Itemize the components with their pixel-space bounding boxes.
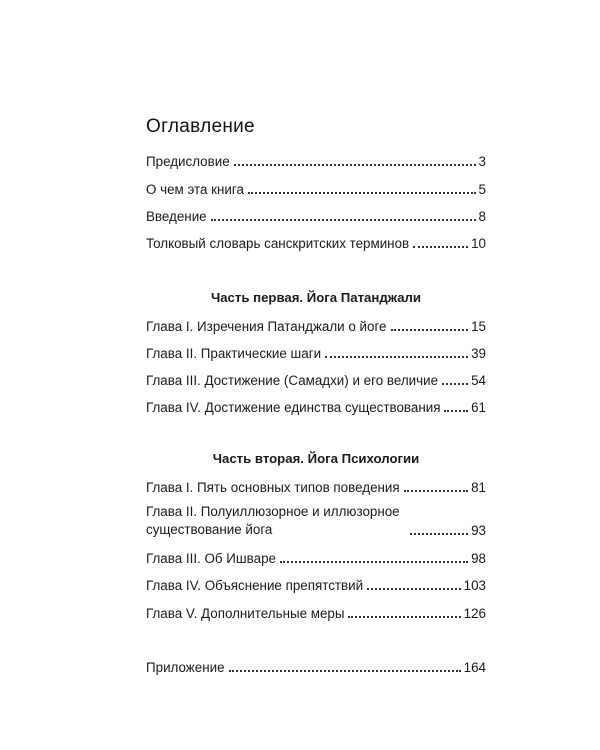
toc-entry-title: Глава III. Об Ишваре (146, 551, 276, 566)
toc-entry-page: 103 (463, 578, 486, 593)
toc-entry[interactable] (146, 577, 486, 594)
toc-entry-title: Приложение (146, 660, 225, 675)
toc-entry[interactable] (146, 550, 486, 567)
page-title: Оглавление (146, 116, 255, 137)
toc-entry[interactable] (146, 153, 486, 170)
toc-entry-page: 5 (478, 182, 486, 197)
toc-entry-title: Глава IV. Достижение единства существования (146, 400, 441, 415)
toc-entry-title: Глава I. Пять основных типов поведения (146, 480, 400, 495)
toc-entry-page: 54 (471, 373, 486, 388)
leader-dots (404, 490, 468, 492)
leader-dots (442, 383, 468, 385)
toc-entry[interactable] (146, 345, 486, 362)
toc-entry-title: Глава II. Полуиллюзорное и иллюзорное существование йога (146, 504, 400, 537)
toc-entry-page: 39 (471, 346, 486, 361)
leader-dots (325, 356, 468, 358)
toc-entry-title: Введение (146, 209, 207, 224)
toc-entry[interactable] (146, 318, 486, 335)
toc-entry-page: 98 (471, 551, 486, 566)
toc-entry[interactable] (146, 208, 486, 225)
toc-entry-title: Глава III. Достижение (Самадхи) и его величие (146, 373, 439, 388)
leader-dots (234, 164, 476, 166)
toc-entry-title: Глава I. Изречения Патанджали о йоге (146, 319, 387, 334)
toc-entry[interactable] (146, 503, 486, 539)
leader-dots (229, 670, 461, 672)
toc-entry-title: Глава IV. Объяснение препятствий (146, 578, 364, 593)
part-heading: Часть первая. Йога Патанджали (210, 290, 422, 305)
toc-entry[interactable] (146, 659, 486, 676)
toc-entry-page: 61 (471, 400, 486, 415)
leader-dots (413, 246, 468, 248)
toc-entry[interactable] (146, 479, 486, 496)
leader-dots (348, 616, 460, 618)
toc-entry-page: 126 (463, 606, 486, 621)
part-heading: Часть вторая. Йога Психологии (212, 451, 420, 466)
toc-entry[interactable] (146, 399, 486, 416)
toc-entry-title: Глава V. Дополнительные меры (146, 606, 345, 621)
toc-entry-page: 8 (478, 209, 486, 224)
toc-entry-page: 10 (471, 236, 486, 251)
leader-dots (444, 410, 468, 412)
leader-dots (367, 588, 461, 590)
toc-entry[interactable] (146, 372, 486, 389)
toc-entry[interactable] (146, 605, 486, 622)
toc-entry-title: Предисловие (146, 154, 230, 169)
leader-dots (211, 219, 476, 221)
toc-entry-page: 81 (471, 480, 486, 495)
leader-dots (410, 533, 468, 535)
toc-entry[interactable] (146, 181, 486, 198)
toc-entry-page: 93 (471, 523, 486, 538)
toc-entry-page: 3 (478, 154, 486, 169)
toc-entry-title: О чем эта книга (146, 182, 244, 197)
toc-entry-title: Глава II. Практические шаги (146, 346, 322, 361)
toc-entry-page: 15 (471, 319, 486, 334)
leader-dots (248, 192, 476, 194)
toc-entry-title: Толковый словарь санскритских терминов (146, 236, 410, 251)
toc-entry[interactable] (146, 235, 486, 252)
leader-dots (280, 561, 468, 563)
leader-dots (391, 329, 469, 331)
toc-entry-page: 164 (463, 660, 486, 675)
